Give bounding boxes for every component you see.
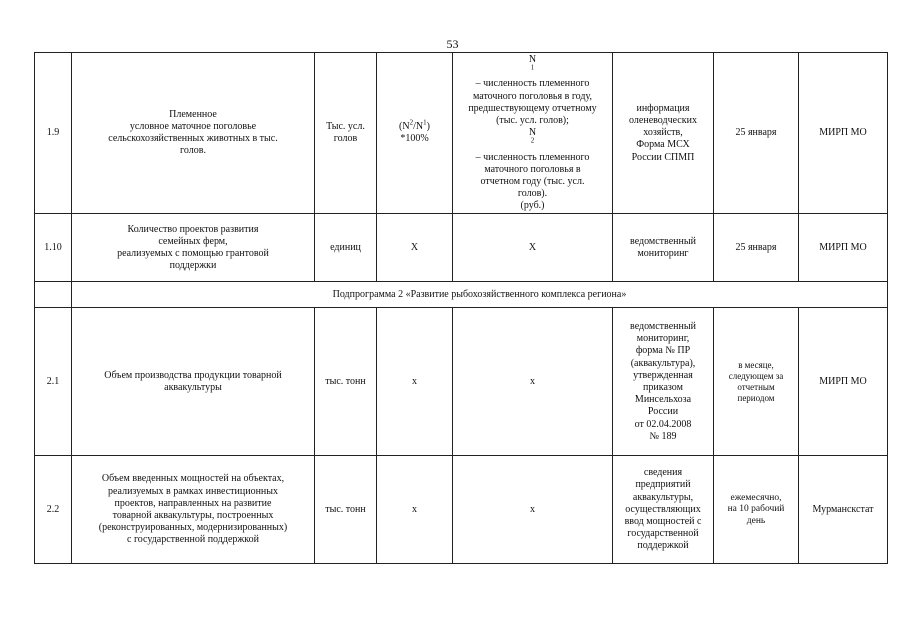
formula-cell: X [377,214,453,282]
table-row [35,308,888,456]
indicator-name: Объем введенных мощностей на объектах, реализуемых в рамках инвестиционных проектов, направленных на развитие товарной аквакультуры, построенных (реконструированных, модернизированных) с государственной поддержкой [72,456,315,564]
responsible-cell: МИРП МО [799,53,888,214]
table-row [35,456,888,564]
table-row [35,282,888,308]
unit-cell: единиц [315,214,377,282]
responsible-cell: МИРП МО [799,308,888,456]
definition-cell: x [453,308,613,456]
source-cell: ведомственный мониторинг, форма № ПР (аквакультура), утвержденная приказом Минсельхоза России от 02.04.2008 № 189 [613,308,714,456]
unit-cell: тыс. тонн [315,308,377,456]
row-number: 1.9 [35,53,72,214]
deadline-cell: ежемесячно, на 10 рабочий день [714,456,799,564]
indicators-table [34,52,888,564]
responsible-cell: Мурманскстат [799,456,888,564]
deadline-cell: 25 января [714,53,799,214]
row-number: 1.10 [35,214,72,282]
source-cell: сведения предприятий аквакультуры, осуществляющих ввод мощностей с государственной поддержкой [613,456,714,564]
row-number: 2.2 [35,456,72,564]
table-row [35,53,888,214]
unit-cell: Тыс. усл. голов [315,53,377,214]
formula-cell: $(N^2/N^1)$ *100% [377,53,453,214]
indicator-name: Племенное условное маточное поголовье сельскохозяйственных животных в тыс. голов. [72,53,315,214]
table-row [35,214,888,282]
definition-cell: N $^1$ – численность племенного маточного поголовья в году, предшествующему отчетному (тыс. усл. голов); N $^2$ – численность племенного маточного поголовья в отчетном году (тыс. усл. голов). (руб.) [453,53,613,214]
deadline-cell: 25 января [714,214,799,282]
definition-cell: x [453,456,613,564]
definition-cell: X [453,214,613,282]
unit-cell: тыс. тонн [315,456,377,564]
row-number [35,282,72,308]
row-number: 2.1 [35,308,72,456]
formula-cell: x [377,308,453,456]
source-cell: информация оленеводческих хозяйств, Форма МСХ России СПМП [613,53,714,214]
subprogram-title: Подпрограмма 2 «Развитие рыбохозяйственного комплекса региона» [72,282,888,308]
indicator-name: Количество проектов развития семейных ферм, реализуемых с помощью грантовой поддержки [72,214,315,282]
source-cell: ведомственный мониторинг [613,214,714,282]
responsible-cell: МИРП МО [799,214,888,282]
page-number: 53 [446,37,459,51]
indicator-name: Объем производства продукции товарной аквакультуры [72,308,315,456]
formula-cell: x [377,456,453,564]
deadline-cell: в месяце, следующем за отчетным периодом [714,308,799,456]
